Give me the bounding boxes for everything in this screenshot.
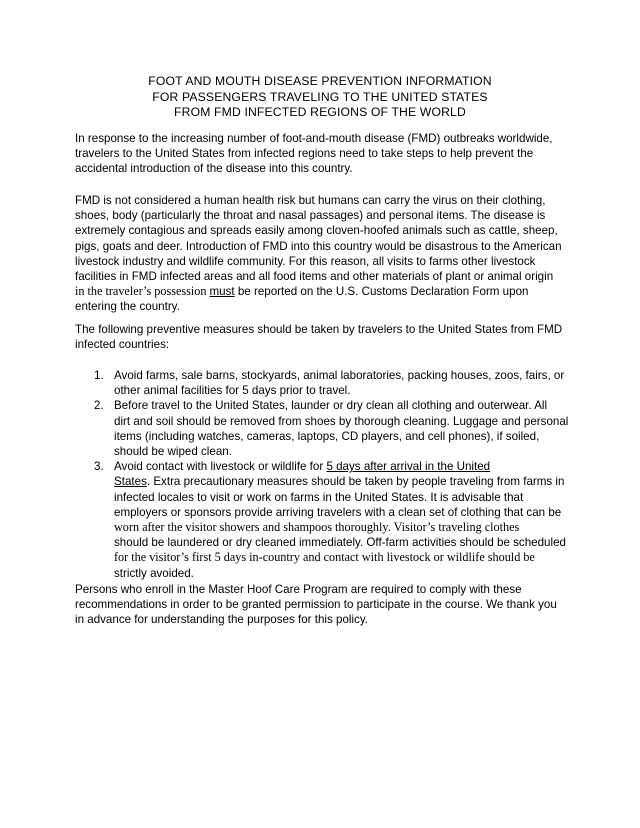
- fmd-risk-paragraph: [75, 193, 570, 315]
- text-line: shoes, body (particularly the throat and nasal passages) and personal items. The disease is: [75, 209, 546, 223]
- text-line: should be wiped clean.: [114, 445, 232, 459]
- text-line: Before travel to the United States, launder or dry clean all clothing and outerwear. All: [114, 399, 548, 413]
- text-line: Persons who enroll in the Master Hoof Care Program are required to comply with these: [75, 583, 522, 596]
- list-item-3: [75, 459, 570, 581]
- text-line: infected locales to visit or work on farms in the United States. It is advisable that: [114, 490, 524, 504]
- text-line: in advance for understanding the purposes for this policy.: [75, 613, 369, 627]
- text-line: [114, 474, 570, 489]
- text-line: [114, 459, 570, 474]
- text-line: recommendations in order to be granted permission to participate in the course. We thank you: [75, 598, 557, 612]
- closing-paragraph: [75, 582, 570, 628]
- text-line: facilities in FMD infected areas and all food items and other materials of plant or animal origin: [75, 270, 554, 284]
- list-number: 1.: [94, 369, 104, 382]
- title-line-1: FOOT AND MOUTH DISEASE PREVENTION INFORMATION: [148, 74, 492, 88]
- text-line: The following preventive measures should be taken by travelers to the United States from FMD: [75, 323, 563, 336]
- text-span: be reported on the U.S. Customs Declaration Form upon: [234, 285, 529, 299]
- text-span: Avoid contact with livestock or wildlife for: [114, 460, 327, 474]
- text-line: Avoid farms, sale barns, stockyards, animal laboratories, packing houses, zoos, fairs, or: [114, 369, 565, 382]
- text-line: accidental introduction of the disease into this country.: [75, 162, 353, 176]
- text-line: for the visitor’s first 5 days in-country and contact with livestock or wildlife should be: [114, 550, 535, 565]
- text-line: travelers to the United States from infected regions need to take steps to help prevent the: [75, 147, 534, 161]
- text-line: employers or sponsors provide arriving travelers with a clean set of clothing that can be: [114, 505, 562, 519]
- emphasis-states: States: [114, 475, 147, 489]
- title-line-2: FOR PASSENGERS TRAVELING TO THE UNITED STATES: [152, 89, 488, 104]
- list-number: 2.: [94, 399, 104, 413]
- measures-list: [75, 368, 570, 581]
- text-line: strictly avoided.: [114, 566, 194, 580]
- emphasis-5-days: 5 days after arrival in the United: [326, 460, 491, 474]
- list-item-2: [75, 398, 570, 459]
- title-line-3: FROM FMD INFECTED REGIONS OF THE WORLD: [174, 105, 466, 119]
- emphasis-must: must: [209, 285, 235, 299]
- text-span: in the traveler’s possession: [75, 284, 210, 299]
- text-line: infected countries:: [75, 338, 170, 352]
- document-title: [0, 74, 640, 121]
- text-line: livestock industry and wildlife community. For this reason, all visits to farms other livestock: [75, 254, 536, 268]
- measures-intro-paragraph: [75, 322, 570, 352]
- text-line: FMD is not considered a human health risk but humans can carry the virus on their clothing,: [75, 194, 546, 207]
- list-number: 3.: [94, 460, 104, 474]
- list-item-1: [75, 368, 570, 398]
- text-line: should be laundered or dry cleaned immediately. Off-farm activities should be scheduled: [114, 536, 566, 550]
- text-line: worn after the visitor showers and shampoos thoroughly. Visitor’s traveling clothes: [114, 520, 520, 535]
- text-line: dirt and soil should be removed from shoes by thorough cleaning. Luggage and personal: [114, 414, 569, 428]
- text-line: pigs, goats and deer. Introduction of FMD into this country would be disastrous to the American: [75, 239, 562, 253]
- text-span: . Extra precautionary measures should be taken by people traveling from farms in: [146, 475, 565, 489]
- text-line: [75, 284, 570, 299]
- text-line: entering the country.: [75, 300, 180, 314]
- text-line: other animal facilities for 5 days prior to travel.: [114, 384, 351, 398]
- text-line: In response to the increasing number of foot-and-mouth disease (FMD) outbreaks worldwide,: [75, 132, 553, 145]
- intro-paragraph: [75, 131, 570, 177]
- text-line: extremely contagious and spreads easily among cloven-hoofed animals such as cattle, sheep,: [75, 224, 558, 238]
- text-line: items (including watches, cameras, laptops, CD players, and cell phones), if soiled,: [114, 429, 540, 443]
